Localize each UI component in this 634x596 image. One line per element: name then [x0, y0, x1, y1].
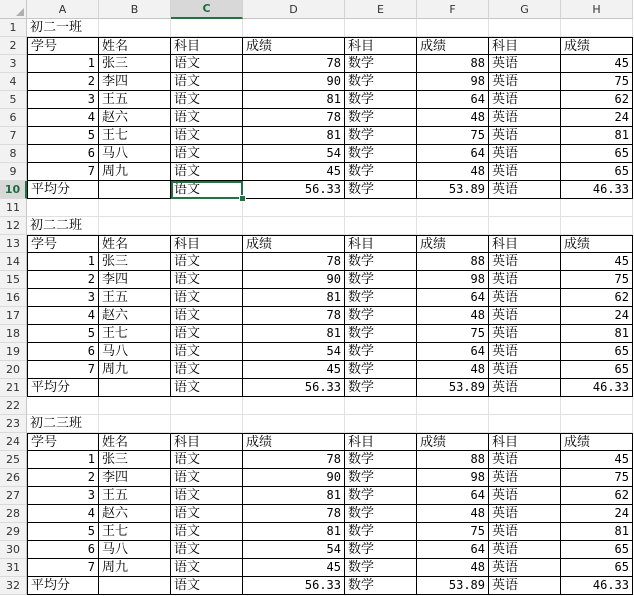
row-header-4[interactable]: 4	[0, 73, 27, 91]
cell-B1[interactable]	[99, 19, 171, 37]
cell-G32[interactable]: 英语	[489, 577, 561, 595]
cell-G8[interactable]: 英语	[489, 145, 561, 163]
cell-E13[interactable]: 科目	[345, 235, 417, 253]
cell-G3[interactable]: 英语	[489, 55, 561, 73]
cell-G21[interactable]: 英语	[489, 379, 561, 397]
cell-D16[interactable]: 81	[243, 289, 345, 307]
row-header-17[interactable]: 17	[0, 307, 27, 325]
cell-E20[interactable]: 数学	[345, 361, 417, 379]
cell-D9[interactable]: 45	[243, 163, 345, 181]
cell-B13[interactable]: 姓名	[99, 235, 171, 253]
cell-F2[interactable]: 成绩	[417, 37, 489, 55]
cell-F19[interactable]: 64	[417, 343, 489, 361]
row-header-7[interactable]: 7	[0, 127, 27, 145]
cell-A9[interactable]: 7	[27, 163, 99, 181]
cell-E2[interactable]: 科目	[345, 37, 417, 55]
column-header-B[interactable]: B	[99, 0, 171, 19]
cell-B17[interactable]: 赵六	[99, 307, 171, 325]
cell-A10[interactable]: 平均分	[27, 181, 99, 199]
cell-E28[interactable]: 数学	[345, 505, 417, 523]
cell-H7[interactable]: 81	[561, 127, 633, 145]
cell-A32[interactable]: 平均分	[27, 577, 99, 595]
row-header-13[interactable]: 13	[0, 235, 27, 253]
cell-C24[interactable]: 科目	[171, 433, 243, 451]
cell-A31[interactable]: 7	[27, 559, 99, 577]
cell-A3[interactable]: 1	[27, 55, 99, 73]
row-header-1[interactable]: 1	[0, 19, 27, 37]
cell-B18[interactable]: 王七	[99, 325, 171, 343]
cell-E31[interactable]: 数学	[345, 559, 417, 577]
cell-A18[interactable]: 5	[27, 325, 99, 343]
cell-C11[interactable]	[171, 199, 243, 217]
cell-C17[interactable]: 语文	[171, 307, 243, 325]
cell-D26[interactable]: 90	[243, 469, 345, 487]
cell-F15[interactable]: 98	[417, 271, 489, 289]
cell-E22[interactable]	[345, 397, 417, 415]
cell-C26[interactable]: 语文	[171, 469, 243, 487]
cell-D25[interactable]: 78	[243, 451, 345, 469]
cell-E32[interactable]: 数学	[345, 577, 417, 595]
cell-B32[interactable]	[99, 577, 171, 595]
cell-E27[interactable]: 数学	[345, 487, 417, 505]
cell-H8[interactable]: 65	[561, 145, 633, 163]
cell-F11[interactable]	[417, 199, 489, 217]
cell-G16[interactable]: 英语	[489, 289, 561, 307]
cell-G14[interactable]: 英语	[489, 253, 561, 271]
cell-B21[interactable]	[99, 379, 171, 397]
cell-D7[interactable]: 81	[243, 127, 345, 145]
cell-E26[interactable]: 数学	[345, 469, 417, 487]
cell-B12[interactable]	[99, 217, 171, 235]
row-header-8[interactable]: 8	[0, 145, 27, 163]
cell-E25[interactable]: 数学	[345, 451, 417, 469]
cell-F22[interactable]	[417, 397, 489, 415]
cell-G27[interactable]: 英语	[489, 487, 561, 505]
cell-G24[interactable]: 科目	[489, 433, 561, 451]
cell-F28[interactable]: 48	[417, 505, 489, 523]
cell-E19[interactable]: 数学	[345, 343, 417, 361]
cell-A23[interactable]: 初二三班	[27, 415, 99, 433]
cell-G12[interactable]	[489, 217, 561, 235]
row-header-6[interactable]: 6	[0, 109, 27, 127]
cell-A17[interactable]: 4	[27, 307, 99, 325]
cell-B24[interactable]: 姓名	[99, 433, 171, 451]
cell-C29[interactable]: 语文	[171, 523, 243, 541]
cell-H24[interactable]: 成绩	[561, 433, 633, 451]
cell-B19[interactable]: 马八	[99, 343, 171, 361]
row-header-11[interactable]: 11	[0, 199, 27, 217]
cell-B3[interactable]: 张三	[99, 55, 171, 73]
cell-B9[interactable]: 周九	[99, 163, 171, 181]
cell-C9[interactable]: 语文	[171, 163, 243, 181]
cell-G30[interactable]: 英语	[489, 541, 561, 559]
cell-F5[interactable]: 64	[417, 91, 489, 109]
cell-D21[interactable]: 56.33	[243, 379, 345, 397]
row-header-20[interactable]: 20	[0, 361, 27, 379]
cell-F30[interactable]: 64	[417, 541, 489, 559]
cell-F9[interactable]: 48	[417, 163, 489, 181]
cell-G18[interactable]: 英语	[489, 325, 561, 343]
cell-A25[interactable]: 1	[27, 451, 99, 469]
row-header-2[interactable]: 2	[0, 37, 27, 55]
cell-H26[interactable]: 75	[561, 469, 633, 487]
row-header-27[interactable]: 27	[0, 487, 27, 505]
cell-G23[interactable]	[489, 415, 561, 433]
cell-C6[interactable]: 语文	[171, 109, 243, 127]
fill-handle[interactable]	[239, 195, 246, 202]
cell-C23[interactable]	[171, 415, 243, 433]
cell-D22[interactable]	[243, 397, 345, 415]
column-header-E[interactable]: E	[345, 0, 417, 19]
cell-H28[interactable]: 24	[561, 505, 633, 523]
cell-F8[interactable]: 64	[417, 145, 489, 163]
cell-D18[interactable]: 81	[243, 325, 345, 343]
cell-E9[interactable]: 数学	[345, 163, 417, 181]
cell-D13[interactable]: 成绩	[243, 235, 345, 253]
cell-E3[interactable]: 数学	[345, 55, 417, 73]
cell-C2[interactable]: 科目	[171, 37, 243, 55]
cell-E17[interactable]: 数学	[345, 307, 417, 325]
cell-H30[interactable]: 65	[561, 541, 633, 559]
cell-H9[interactable]: 65	[561, 163, 633, 181]
cell-F27[interactable]: 64	[417, 487, 489, 505]
cell-A27[interactable]: 3	[27, 487, 99, 505]
cell-D20[interactable]: 45	[243, 361, 345, 379]
cell-H23[interactable]	[561, 415, 633, 433]
cell-H17[interactable]: 24	[561, 307, 633, 325]
cell-D5[interactable]: 81	[243, 91, 345, 109]
cell-D29[interactable]: 81	[243, 523, 345, 541]
cell-B28[interactable]: 赵六	[99, 505, 171, 523]
cell-D1[interactable]	[243, 19, 345, 37]
cell-D32[interactable]: 56.33	[243, 577, 345, 595]
cell-G2[interactable]: 科目	[489, 37, 561, 55]
cell-H29[interactable]: 81	[561, 523, 633, 541]
cell-D15[interactable]: 90	[243, 271, 345, 289]
cell-B29[interactable]: 王七	[99, 523, 171, 541]
row-header-18[interactable]: 18	[0, 325, 27, 343]
cell-C1[interactable]	[171, 19, 243, 37]
row-header-9[interactable]: 9	[0, 163, 27, 181]
row-header-23[interactable]: 23	[0, 415, 27, 433]
cell-B30[interactable]: 马八	[99, 541, 171, 559]
cell-D12[interactable]	[243, 217, 345, 235]
cell-G7[interactable]: 英语	[489, 127, 561, 145]
cell-A21[interactable]: 平均分	[27, 379, 99, 397]
column-header-C[interactable]: C	[171, 0, 243, 19]
cell-F16[interactable]: 64	[417, 289, 489, 307]
cell-H10[interactable]: 46.33	[561, 181, 633, 199]
cell-C32[interactable]: 语文	[171, 577, 243, 595]
cell-A5[interactable]: 3	[27, 91, 99, 109]
cell-D27[interactable]: 81	[243, 487, 345, 505]
cell-A20[interactable]: 7	[27, 361, 99, 379]
cell-C18[interactable]: 语文	[171, 325, 243, 343]
cell-H18[interactable]: 81	[561, 325, 633, 343]
cell-A29[interactable]: 5	[27, 523, 99, 541]
cell-D23[interactable]	[243, 415, 345, 433]
cell-C12[interactable]	[171, 217, 243, 235]
cell-F17[interactable]: 48	[417, 307, 489, 325]
cell-C13[interactable]: 科目	[171, 235, 243, 253]
cell-D10[interactable]: 56.33	[243, 181, 345, 199]
cell-B20[interactable]: 周九	[99, 361, 171, 379]
cell-F31[interactable]: 48	[417, 559, 489, 577]
cell-G6[interactable]: 英语	[489, 109, 561, 127]
cell-E5[interactable]: 数学	[345, 91, 417, 109]
cell-B23[interactable]	[99, 415, 171, 433]
cell-F24[interactable]: 成绩	[417, 433, 489, 451]
cell-F4[interactable]: 98	[417, 73, 489, 91]
cell-H21[interactable]: 46.33	[561, 379, 633, 397]
cell-H11[interactable]	[561, 199, 633, 217]
cell-F3[interactable]: 88	[417, 55, 489, 73]
cell-H16[interactable]: 62	[561, 289, 633, 307]
cell-D2[interactable]: 成绩	[243, 37, 345, 55]
cell-E30[interactable]: 数学	[345, 541, 417, 559]
cell-G19[interactable]: 英语	[489, 343, 561, 361]
cell-E15[interactable]: 数学	[345, 271, 417, 289]
cell-H19[interactable]: 65	[561, 343, 633, 361]
cell-E1[interactable]	[345, 19, 417, 37]
cell-H13[interactable]: 成绩	[561, 235, 633, 253]
row-header-12[interactable]: 12	[0, 217, 27, 235]
cell-G26[interactable]: 英语	[489, 469, 561, 487]
row-header-3[interactable]: 3	[0, 55, 27, 73]
cell-E16[interactable]: 数学	[345, 289, 417, 307]
cell-C28[interactable]: 语文	[171, 505, 243, 523]
cell-F10[interactable]: 53.89	[417, 181, 489, 199]
cell-H20[interactable]: 65	[561, 361, 633, 379]
cell-A8[interactable]: 6	[27, 145, 99, 163]
cell-G1[interactable]	[489, 19, 561, 37]
row-header-30[interactable]: 30	[0, 541, 27, 559]
column-header-F[interactable]: F	[417, 0, 489, 19]
cell-H15[interactable]: 75	[561, 271, 633, 289]
row-header-31[interactable]: 31	[0, 559, 27, 577]
cell-F1[interactable]	[417, 19, 489, 37]
cell-H32[interactable]: 46.33	[561, 577, 633, 595]
cell-F6[interactable]: 48	[417, 109, 489, 127]
active-cell-C10[interactable]: 语文	[171, 181, 243, 199]
cell-A24[interactable]: 学号	[27, 433, 99, 451]
cell-B7[interactable]: 王七	[99, 127, 171, 145]
cell-A14[interactable]: 1	[27, 253, 99, 271]
cell-C30[interactable]: 语文	[171, 541, 243, 559]
cell-B5[interactable]: 王五	[99, 91, 171, 109]
cell-A16[interactable]: 3	[27, 289, 99, 307]
cell-H1[interactable]	[561, 19, 633, 37]
cell-F21[interactable]: 53.89	[417, 379, 489, 397]
cell-H3[interactable]: 45	[561, 55, 633, 73]
cell-C7[interactable]: 语文	[171, 127, 243, 145]
cell-A30[interactable]: 6	[27, 541, 99, 559]
row-header-25[interactable]: 25	[0, 451, 27, 469]
cell-G17[interactable]: 英语	[489, 307, 561, 325]
row-header-26[interactable]: 26	[0, 469, 27, 487]
cell-F14[interactable]: 88	[417, 253, 489, 271]
cell-E8[interactable]: 数学	[345, 145, 417, 163]
column-header-H[interactable]: H	[561, 0, 633, 19]
row-header-21[interactable]: 21	[0, 379, 27, 397]
cell-G9[interactable]: 英语	[489, 163, 561, 181]
cell-G15[interactable]: 英语	[489, 271, 561, 289]
row-header-16[interactable]: 16	[0, 289, 27, 307]
cell-E21[interactable]: 数学	[345, 379, 417, 397]
cell-E23[interactable]	[345, 415, 417, 433]
cell-E18[interactable]: 数学	[345, 325, 417, 343]
cell-D28[interactable]: 78	[243, 505, 345, 523]
cell-B11[interactable]	[99, 199, 171, 217]
cell-F18[interactable]: 75	[417, 325, 489, 343]
cell-G31[interactable]: 英语	[489, 559, 561, 577]
cell-C5[interactable]: 语文	[171, 91, 243, 109]
cell-A22[interactable]	[27, 397, 99, 415]
cell-H4[interactable]: 75	[561, 73, 633, 91]
cell-C8[interactable]: 语文	[171, 145, 243, 163]
cell-G5[interactable]: 英语	[489, 91, 561, 109]
cell-H5[interactable]: 62	[561, 91, 633, 109]
cell-D11[interactable]	[243, 199, 345, 217]
cell-C4[interactable]: 语文	[171, 73, 243, 91]
row-header-28[interactable]: 28	[0, 505, 27, 523]
cell-F20[interactable]: 48	[417, 361, 489, 379]
cell-D6[interactable]: 78	[243, 109, 345, 127]
row-header-19[interactable]: 19	[0, 343, 27, 361]
row-header-24[interactable]: 24	[0, 433, 27, 451]
cell-B2[interactable]: 姓名	[99, 37, 171, 55]
cell-A11[interactable]	[27, 199, 99, 217]
cell-H25[interactable]: 45	[561, 451, 633, 469]
cell-B15[interactable]: 李四	[99, 271, 171, 289]
cell-G13[interactable]: 科目	[489, 235, 561, 253]
cell-D30[interactable]: 54	[243, 541, 345, 559]
cell-F32[interactable]: 53.89	[417, 577, 489, 595]
cell-E14[interactable]: 数学	[345, 253, 417, 271]
cell-A15[interactable]: 2	[27, 271, 99, 289]
cell-G28[interactable]: 英语	[489, 505, 561, 523]
row-header-15[interactable]: 15	[0, 271, 27, 289]
cell-B31[interactable]: 周九	[99, 559, 171, 577]
cell-F12[interactable]	[417, 217, 489, 235]
cell-B26[interactable]: 李四	[99, 469, 171, 487]
cell-A4[interactable]: 2	[27, 73, 99, 91]
cell-A28[interactable]: 4	[27, 505, 99, 523]
cell-F7[interactable]: 75	[417, 127, 489, 145]
cell-G29[interactable]: 英语	[489, 523, 561, 541]
row-header-14[interactable]: 14	[0, 253, 27, 271]
cell-E24[interactable]: 科目	[345, 433, 417, 451]
cell-G10[interactable]: 英语	[489, 181, 561, 199]
cell-C15[interactable]: 语文	[171, 271, 243, 289]
cell-D31[interactable]: 45	[243, 559, 345, 577]
cell-D14[interactable]: 78	[243, 253, 345, 271]
cell-B16[interactable]: 王五	[99, 289, 171, 307]
cell-E6[interactable]: 数学	[345, 109, 417, 127]
cell-B8[interactable]: 马八	[99, 145, 171, 163]
cell-E4[interactable]: 数学	[345, 73, 417, 91]
cell-H12[interactable]	[561, 217, 633, 235]
cell-C25[interactable]: 语文	[171, 451, 243, 469]
cell-H6[interactable]: 24	[561, 109, 633, 127]
cell-F26[interactable]: 98	[417, 469, 489, 487]
column-header-A[interactable]: A	[27, 0, 99, 19]
cell-C22[interactable]	[171, 397, 243, 415]
cell-F29[interactable]: 75	[417, 523, 489, 541]
column-header-G[interactable]: G	[489, 0, 561, 19]
cell-B27[interactable]: 王五	[99, 487, 171, 505]
cell-H22[interactable]	[561, 397, 633, 415]
cell-G25[interactable]: 英语	[489, 451, 561, 469]
cell-A6[interactable]: 4	[27, 109, 99, 127]
cell-C14[interactable]: 语文	[171, 253, 243, 271]
cell-C21[interactable]: 语文	[171, 379, 243, 397]
row-header-5[interactable]: 5	[0, 91, 27, 109]
cell-C16[interactable]: 语文	[171, 289, 243, 307]
cell-C27[interactable]: 语文	[171, 487, 243, 505]
cell-G11[interactable]	[489, 199, 561, 217]
cell-C3[interactable]: 语文	[171, 55, 243, 73]
cell-C19[interactable]: 语文	[171, 343, 243, 361]
cell-E7[interactable]: 数学	[345, 127, 417, 145]
cell-A1[interactable]: 初二一班	[27, 19, 99, 37]
row-header-10[interactable]: 10	[0, 181, 27, 199]
cell-D24[interactable]: 成绩	[243, 433, 345, 451]
cell-A26[interactable]: 2	[27, 469, 99, 487]
cell-F25[interactable]: 88	[417, 451, 489, 469]
row-header-22[interactable]: 22	[0, 397, 27, 415]
cell-D17[interactable]: 78	[243, 307, 345, 325]
cell-B6[interactable]: 赵六	[99, 109, 171, 127]
cell-H27[interactable]: 62	[561, 487, 633, 505]
column-header-D[interactable]: D	[243, 0, 345, 19]
cell-E10[interactable]: 数学	[345, 181, 417, 199]
cell-A12[interactable]: 初二二班	[27, 217, 99, 235]
cell-H2[interactable]: 成绩	[561, 37, 633, 55]
cell-F13[interactable]: 成绩	[417, 235, 489, 253]
cell-D4[interactable]: 90	[243, 73, 345, 91]
cell-B14[interactable]: 张三	[99, 253, 171, 271]
select-all-corner[interactable]	[0, 0, 27, 19]
cell-D19[interactable]: 54	[243, 343, 345, 361]
cell-H31[interactable]: 65	[561, 559, 633, 577]
cell-G22[interactable]	[489, 397, 561, 415]
cell-B10[interactable]	[99, 181, 171, 199]
cell-C20[interactable]: 语文	[171, 361, 243, 379]
cell-A2[interactable]: 学号	[27, 37, 99, 55]
cell-B25[interactable]: 张三	[99, 451, 171, 469]
cell-G4[interactable]: 英语	[489, 73, 561, 91]
cell-D3[interactable]: 78	[243, 55, 345, 73]
cell-B22[interactable]	[99, 397, 171, 415]
cell-A19[interactable]: 6	[27, 343, 99, 361]
row-header-29[interactable]: 29	[0, 523, 27, 541]
cell-A7[interactable]: 5	[27, 127, 99, 145]
row-header-32[interactable]: 32	[0, 577, 27, 595]
cell-F23[interactable]	[417, 415, 489, 433]
cell-E12[interactable]	[345, 217, 417, 235]
cell-G20[interactable]: 英语	[489, 361, 561, 379]
cell-E29[interactable]: 数学	[345, 523, 417, 541]
cell-A13[interactable]: 学号	[27, 235, 99, 253]
cell-D8[interactable]: 54	[243, 145, 345, 163]
cell-E11[interactable]	[345, 199, 417, 217]
cell-B4[interactable]: 李四	[99, 73, 171, 91]
cell-C31[interactable]: 语文	[171, 559, 243, 577]
cell-H14[interactable]: 45	[561, 253, 633, 271]
